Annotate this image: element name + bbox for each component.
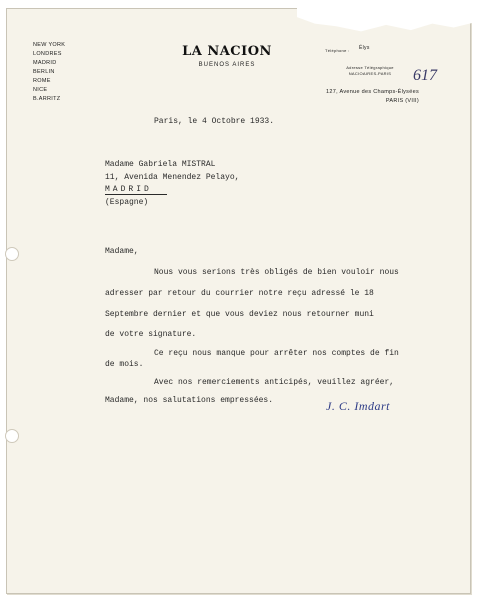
closing-line: Madame, nos salutations empressées. xyxy=(105,396,274,405)
office-cities xyxy=(33,41,65,104)
address-line: 127, Avenue des Champs-Élysées xyxy=(326,89,419,95)
torn-edge xyxy=(297,8,475,34)
city: NICE xyxy=(33,87,48,93)
telephone-label: Téléphone : xyxy=(325,48,350,53)
body-line: Septembre dernier et que vous deviez nous retourner muni xyxy=(105,310,374,319)
closing-line: Avec nos remerciements anticipés, veuillez agréer, xyxy=(154,378,395,387)
recipient-name: Madame Gabriela MISTRAL xyxy=(105,160,216,169)
recipient-city: MADRID xyxy=(105,185,152,194)
punch-hole xyxy=(5,429,19,443)
recipient-street: 11, Avenida Menendez Pelayo, xyxy=(105,173,240,182)
punch-hole xyxy=(5,247,19,261)
telephone-number: Élys xyxy=(359,45,370,51)
cable-line: NACIOAIRES-PARIS xyxy=(348,71,392,76)
city: LONDRES xyxy=(33,51,62,57)
newspaper-name: LA NACION xyxy=(182,44,272,59)
signature: J. C. Imdart xyxy=(326,399,390,413)
letter-date: Paris, le 4 Octobre 1933. xyxy=(154,117,275,126)
city-underline xyxy=(105,194,167,195)
cable-line: Adresse Télégraphique xyxy=(346,65,394,70)
city: ROME xyxy=(33,78,51,84)
city: B.ARRITZ xyxy=(33,96,61,102)
body-line: Ce reçu nous manque pour arrêter nos comptes de fin xyxy=(154,349,399,358)
address-line: PARIS (VIII) xyxy=(385,98,419,104)
newspaper-city: BUENOS AIRES xyxy=(198,62,256,68)
telegraph-address xyxy=(335,65,405,77)
city: MADRID xyxy=(33,60,57,66)
city: BERLIN xyxy=(33,69,55,75)
salutation: Madame, xyxy=(105,247,139,256)
letter-page xyxy=(6,8,471,594)
postal-address xyxy=(297,88,419,106)
body-line: de mois. xyxy=(105,360,144,369)
body-line: Nous vous serions très obligés de bien vouloir nous xyxy=(154,268,399,277)
body-line: adresser par retour du courrier notre reçu adressé le 18 xyxy=(105,289,374,298)
recipient-country: (Espagne) xyxy=(105,198,149,207)
reference-number: 617 xyxy=(413,67,437,84)
city: NEW YORK xyxy=(33,42,66,48)
body-line: de votre signature. xyxy=(105,330,197,339)
